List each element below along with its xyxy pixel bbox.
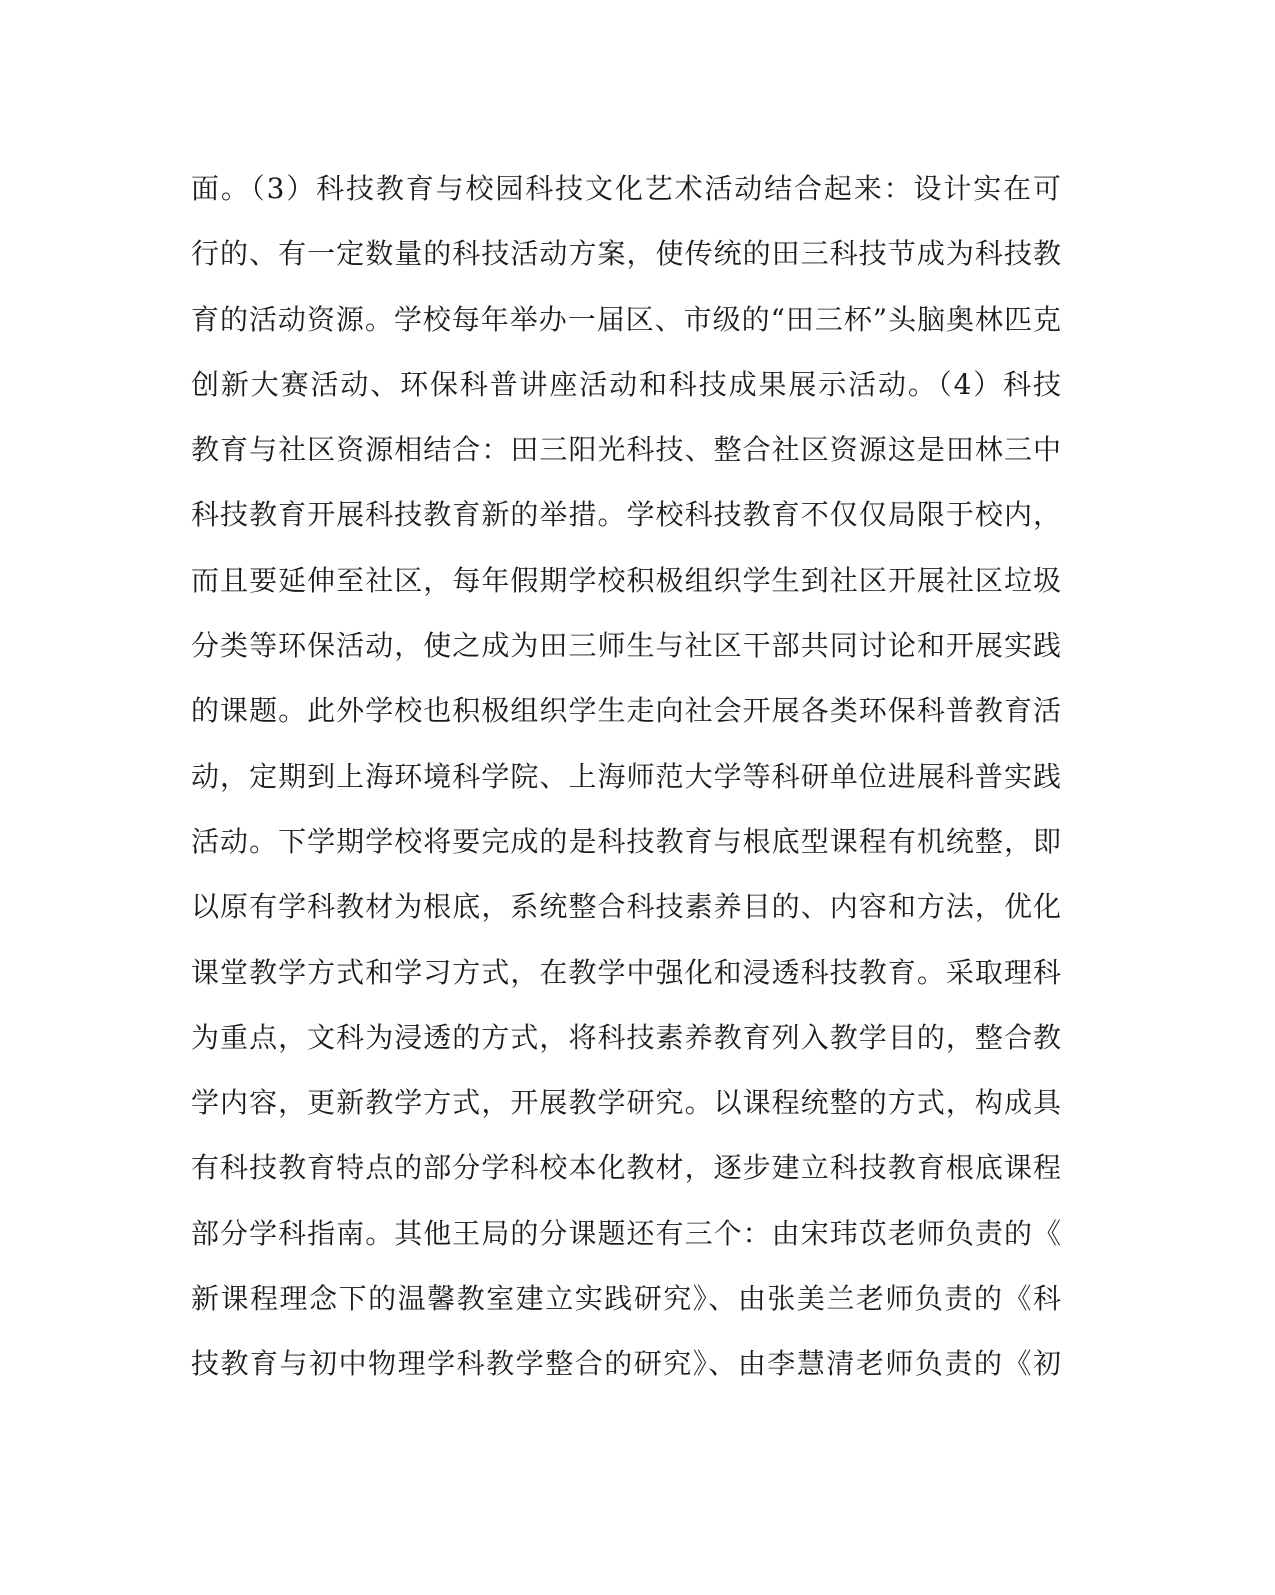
body-paragraph xyxy=(191,156,1061,1397)
text-line: 以原有学科教材为根底，系统整合科技素养目的、内容和方法，优化 xyxy=(191,890,1061,924)
text-line: 动，定期到上海环境科学院、上海师范大学等科研单位进展科普实践 xyxy=(191,759,1061,793)
text-line: 的课题。此外学校也积极组织学生走向社会开展各类环保科普教育活 xyxy=(191,694,1061,728)
text-line: 部分学科指南。其他王局的分课题还有三个：由宋玮苡老师负责的《 xyxy=(191,1216,1061,1250)
text-line: 课堂教学方式和学习方式，在教学中强化和浸透科技教育。采取理科 xyxy=(191,955,1061,989)
text-line: 为重点，文科为浸透的方式，将科技素养教育列入教学目的，整合教 xyxy=(191,1020,1061,1054)
text-line: 学内容，更新教学方式，开展教学研究。以课程统整的方式，构成具 xyxy=(191,1086,1061,1120)
text-line: 技教育与初中物理学科教学整合的研究》、由李慧清老师负责的《初 xyxy=(191,1347,1061,1381)
text-line: 育的活动资源。学校每年举办一届区、市级的“田三杯”头脑奥林匹克 xyxy=(191,302,1061,336)
text-line: 科技教育开展科技教育新的举措。学校科技教育不仅仅局限于校内， xyxy=(191,498,1061,532)
text-line: 行的、有一定数量的科技活动方案，使传统的田三科技节成为科技教 xyxy=(191,237,1061,271)
text-line: 面。（3）科技教育与校园科技文化艺术活动结合起来：设计实在可 xyxy=(191,172,1061,205)
text-line: 教育与社区资源相结合：田三阳光科技、整合社区资源这是田林三中 xyxy=(191,433,1061,467)
text-line: 有科技教育特点的部分学科校本化教材，逐步建立科技教育根底课程 xyxy=(191,1151,1061,1185)
text-line: 创新大赛活动、环保科普讲座活动和科技成果展示活动。（4）科技 xyxy=(191,367,1061,401)
text-line: 而且要延伸至社区，每年假期学校积极组织学生到社区开展社区垃圾 xyxy=(191,563,1061,597)
text-line: 新课程理念下的温馨教室建立实践研究》、由张美兰老师负责的《科 xyxy=(191,1282,1061,1316)
text-line: 活动。下学期学校将要完成的是科技教育与根底型课程有机统整，即 xyxy=(191,824,1061,858)
text-line: 分类等环保活动，使之成为田三师生与社区干部共同讨论和开展实践 xyxy=(191,629,1061,663)
